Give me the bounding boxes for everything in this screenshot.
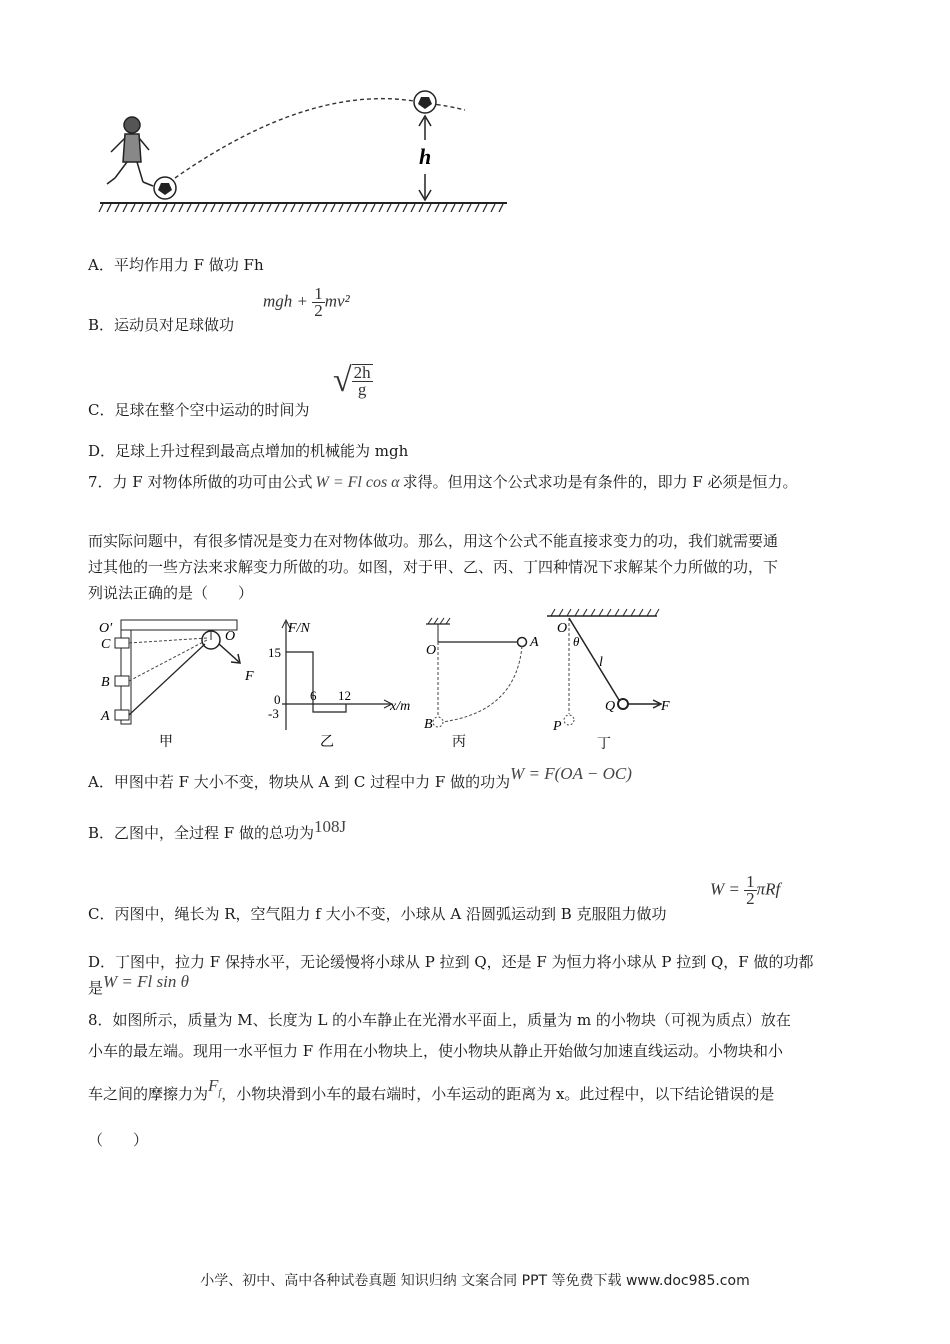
- fraction: [744, 874, 757, 907]
- caption-yi: 乙: [320, 735, 334, 750]
- ding-label-o: O: [557, 621, 568, 636]
- player-figure: [107, 117, 153, 186]
- label-b: B: [101, 675, 110, 690]
- ding-label-q: Q: [605, 699, 616, 714]
- q7-option-d-line2: [88, 972, 189, 999]
- q6-option-b: B．运动员对足球做功: [88, 316, 235, 334]
- numerator: 1: [314, 284, 323, 303]
- label-f: F: [245, 669, 254, 684]
- q7-option-d-line1: D．丁图中，拉力 F 保持水平，无论缓慢将小球从 P 拉到 Q，还是 F 为恒力将小球从 P 拉到 Q，F 做的功都: [88, 953, 814, 971]
- label-c: C: [101, 637, 111, 652]
- q8-line3: [88, 1076, 775, 1112]
- formula-part: πRf: [756, 879, 781, 899]
- numerator: 1: [746, 872, 755, 891]
- yi-tick-12: 12: [338, 688, 351, 703]
- sqrt-sign: √: [333, 362, 352, 399]
- yi-xlabel: x/m: [390, 699, 411, 714]
- q6-option-d: D．足球上升过程到最高点增加的机械能为 mgh: [88, 442, 409, 460]
- q8-line3-text-b: ，小物块滑到小车的最右端时，小车运动的距离为 x。此过程中，以下结论错误的是: [221, 1085, 775, 1103]
- q7-option-c-formula: [710, 874, 780, 907]
- q7-formula: W = Fl cos α: [315, 474, 400, 491]
- q7-line1: [88, 471, 798, 494]
- yi-tick-6: 6: [310, 688, 317, 703]
- formula-symbol: F: [208, 1076, 219, 1095]
- ground-hatching: [99, 204, 503, 212]
- q7-line1-text-b: 求得。但用这个公式求功是有条件的，即力 F 必须是恒力。: [402, 473, 798, 491]
- page-footer: 小学、初中、高中各种试卷真题 知识归纳 文案合同 PPT 等免费下载 www.doc985.com: [200, 1273, 750, 1289]
- yi-tick-0: 0: [274, 692, 281, 707]
- formula-subscript: f: [218, 1087, 222, 1099]
- ding-label-f: F: [661, 699, 670, 714]
- q6-option-b-formula: [263, 286, 350, 319]
- q7-option-c: C．丙图中，绳长为 R，空气阻力 f 大小不变，小球从 A 沿圆弧运动到 B 克服阻力做功: [88, 905, 667, 923]
- q7-option-b: [88, 817, 347, 844]
- caption-ding: 丁: [597, 737, 611, 752]
- figure-jia: [95, 612, 270, 752]
- q7-line2: 而实际问题中，有很多情况是变力在对物体做功。那么，用这个公式不能直接求变力的功，我们就需要通: [88, 532, 779, 550]
- denominator: 2: [314, 301, 323, 320]
- football-top: [414, 91, 436, 113]
- fraction: [352, 364, 373, 398]
- height-label: h: [419, 144, 432, 169]
- q7-option-b-text: B．乙图中，全过程 F 做的总功为: [88, 824, 314, 842]
- yi-tick-15: 15: [268, 645, 281, 660]
- q6-option-c-formula: [333, 362, 373, 400]
- q7-line1-text: 7．力 F 对物体所做的功可由公式: [88, 473, 313, 491]
- q8-line4: （ ）: [88, 1131, 149, 1149]
- formula-part: mgh +: [263, 291, 313, 311]
- q7-option-a-text: A．甲图中若 F 大小不变，物块从 A 到 C 过程中力 F 做的功为: [88, 773, 511, 791]
- label-o-prime: O′: [99, 621, 113, 636]
- yi-ylabel: F/N: [288, 621, 310, 636]
- q8-line1: 8．如图所示，质量为 M、长度为 L 的小车静止在光滑水平面上，质量为 m 的小物块（可视为质点）放在: [88, 1011, 791, 1029]
- caption-bing: 丙: [452, 735, 466, 750]
- label-o: O: [225, 629, 236, 644]
- q6-option-a: A．平均作用力 F 做功 Fh: [88, 256, 264, 274]
- q7-option-b-formula: 108J: [313, 817, 347, 836]
- figure-yi: [268, 612, 418, 752]
- q8-line2: 小车的最左端。现用一水平恒力 F 作用在小物块上，使小物块从静止开始做匀加速直线运动。小物块和小: [88, 1042, 783, 1060]
- figure-bing: [420, 612, 550, 752]
- bing-label-a: A: [530, 635, 539, 650]
- bing-label-o: O: [426, 643, 437, 658]
- fraction: [312, 286, 325, 319]
- numerator: 2h: [353, 363, 371, 382]
- formula-part: W =: [710, 879, 745, 899]
- ding-label-p: P: [553, 719, 562, 734]
- q7-line4: 列说法正确的是（ ）: [88, 584, 254, 602]
- football-trajectory-figure: [95, 70, 515, 230]
- denominator: g: [357, 380, 367, 399]
- q7-option-d-formula: W = Fl sin θ: [103, 972, 189, 991]
- figure-ding: [545, 604, 675, 752]
- label-a: A: [101, 709, 110, 724]
- q8-friction-formula: [208, 1076, 222, 1099]
- q7-line3: 过其他的一些方法来求解变力所做的功。如图，对于甲、乙、丙、丁四种情况下求解某个力所做的功，下: [88, 558, 779, 576]
- bing-label-b: B: [424, 717, 433, 732]
- formula-part: mv²: [324, 291, 350, 311]
- denominator: 2: [746, 889, 755, 908]
- q7-option-d-text: 是: [88, 979, 104, 997]
- q8-line3-text: 车之间的摩擦力为: [88, 1085, 209, 1103]
- football-start: [154, 177, 176, 199]
- caption-jia: 甲: [159, 735, 173, 750]
- yi-tick-neg3: -3: [268, 706, 279, 721]
- q7-option-a: [88, 764, 632, 793]
- ding-label-l: l: [599, 655, 603, 670]
- q7-option-a-formula: W = F(OA − OC): [510, 764, 632, 783]
- q6-option-c: C．足球在整个空中运动的时间为: [88, 401, 310, 419]
- ding-label-theta: θ: [573, 634, 580, 649]
